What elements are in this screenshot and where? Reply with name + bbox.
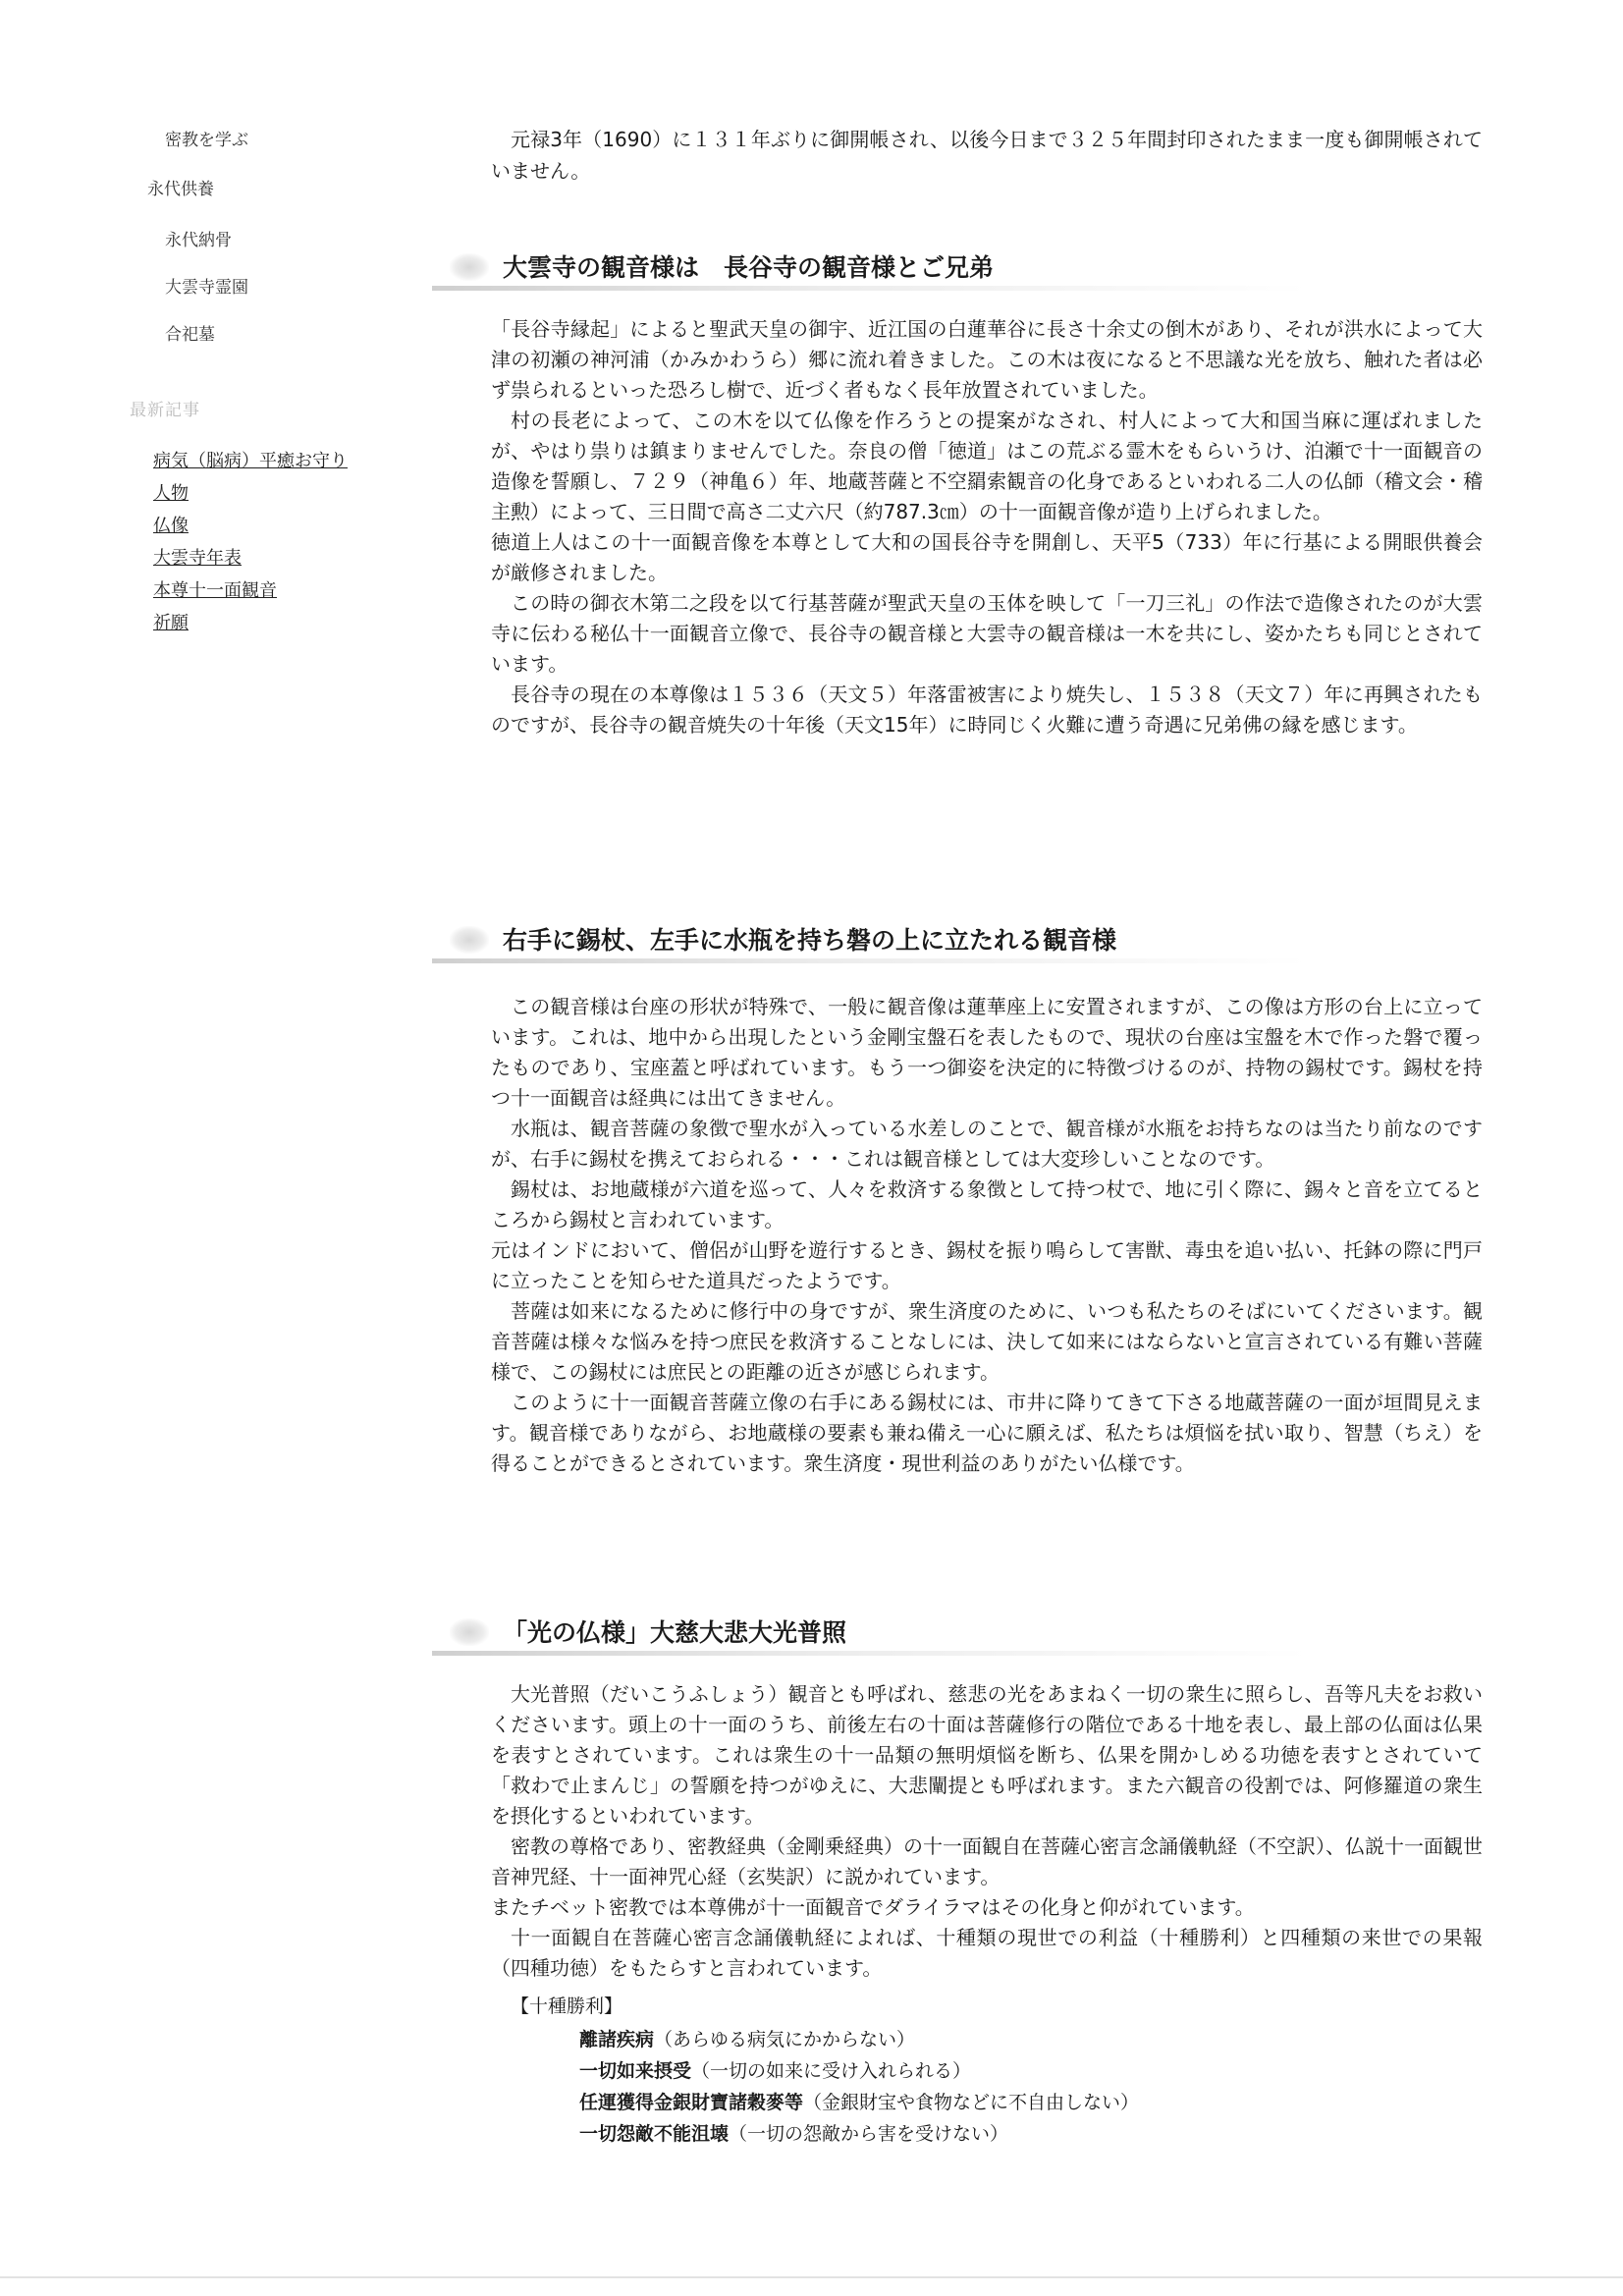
paragraph: 十一面観自在菩薩心密言念誦儀軌経によれば、十種類の現世での利益（十種勝利）と四種類の来世での果報（四種功徳）をもたらすと言われています。 [491, 1926, 1483, 1980]
benefit-desc: （一切の怨敵から害を受けない） [729, 2123, 1009, 2145]
paragraph: このように十一面観音菩薩立像の右手にある錫杖には、市井に降りてきて下さる地蔵菩薩の一面が垣間見えます。観音様でありながら、お地蔵様の要素も兼ね備え一心に願えば、私たちは煩悩を拭い取り、智慧（ちえ）を得ることができるとされています。衆生済度・現世利益のありがたい仏様です。 [491, 1391, 1483, 1475]
paragraph: 「長谷寺縁起」によると聖武天皇の御宇、近江国の白蓮華谷に長さ十余丈の倒木があり、それが洪水によって大津の初瀬の神河浦（かみかわうら）郷に流れ着きました。この木は夜になると不思議な光を放ち、触れた者は必ず祟られるといった恐ろし樹で、近づく者もなく長年放置されていました。 [491, 317, 1483, 402]
paragraph: 徳道上人はこの十一面観音像を本尊として大和の国長谷寺を開創し、天平5（733）年に行基による開眼供養会が厳修されました。 [491, 530, 1483, 584]
section-title-2 [432, 918, 1308, 963]
benefit-desc: （一切の如来に受け入れられる） [691, 2060, 972, 2082]
benefit-term: 一切如来摂受 [579, 2060, 692, 2082]
recent-link-jinbutsu[interactable]: 人物 [153, 483, 189, 504]
benefit-term: 離諸疾病 [579, 2029, 655, 2050]
sidebar-link-goshibo[interactable]: 合祀墓 [165, 325, 215, 345]
section-title-1-text: 大雲寺の観音様は 長谷寺の観音様とご兄弟 [503, 253, 995, 282]
sidebar-link-reien[interactable]: 大雲寺霊園 [165, 278, 248, 298]
paragraph: 大光普照（だいこうふしょう）観音とも呼ばれ、慈悲の光をあまねく一切の衆生に照らし、吾等凡夫をお救いくださいます。頭上の十一面のうち、前後左右の十面は菩薩修行の階位である十地を表し、最上部の仏面は仏果を表すとされています。これは衆生の十一品類の無明煩悩を断ち、仏果を開かしめる功徳を表すとされていて「救わで止まんじ」の誓願を持つがゆえに、大悲闡提とも呼ばれます。また六観音の役割では、阿修羅道の衆生を摂化するといわれています。 [491, 1682, 1483, 1828]
bullet-flourish-icon [450, 926, 489, 954]
paragraph: 元はインドにおいて、僧侶が山野を遊行するとき、錫杖を振り鳴らして害獣、毒虫を追い払い、托鉢の際に門戸に立ったことを知らせた道具だったようです。 [491, 1238, 1483, 1292]
section-title-1 [432, 246, 1308, 291]
section-body-3 [491, 1679, 1483, 1984]
benefit-desc: （金銀財宝や食物などに不自由しない） [803, 2092, 1140, 2113]
list-item [579, 2088, 1139, 2114]
list-item [579, 2119, 1008, 2146]
recent-posts-heading: 最新記事 [130, 401, 200, 420]
paragraph: この時の御衣木第二之段を以て行基菩薩が聖武天皇の玉体を映して「一刀三礼」の作法で造像されたのが大雲寺に伝わる秘仏十一面観音立像で、長谷寺の観音様と大雲寺の観音様は一木を共にし、姿かたちも同じとされています。 [491, 591, 1483, 676]
paragraph: 村の長老によって、この木を以て仏像を作ろうとの提案がなされ、村人によって大和国当麻に運ばれましたが、やはり祟りは鎮まりませんでした。奈良の僧「徳道」はこの荒ぶる霊木をもらいうけ、泊瀬で十一面観音の造像を誓願し、７２９（神亀６）年、地蔵菩薩と不空羂索観音の化身であるといわれる二人の仏師（稽文会・稽主勲）によって、三日間で高さ二丈六尺（約787.3㎝）の十一面観音像が造り上げられました。 [491, 409, 1483, 523]
benefit-desc: （あらゆる病気にかからない） [654, 2029, 916, 2050]
list-item [579, 2025, 915, 2051]
section-body-2 [491, 992, 1483, 1479]
bullet-flourish-icon [450, 253, 489, 281]
sidebar-link-eitai-kuyo[interactable]: 永代供養 [147, 180, 214, 199]
paragraph: 錫杖は、お地蔵様が六道を巡って、人々を救済する象徴として持つ杖で、地に引く際に、錫々と音を立てるところから錫杖と言われています。 [491, 1177, 1483, 1231]
benefit-term: 一切怨敵不能沮壊 [579, 2123, 730, 2145]
paragraph: 長谷寺の現在の本尊像は１５３６（天文５）年落雷被害により焼失し、１５３８（天文７）年に再興されたものですが、長谷寺の観音焼失の十年後（天文15年）に時同じく火難に遭う奇遇に兄弟佛の縁を感じます。 [491, 683, 1483, 737]
bullet-flourish-icon [450, 1618, 489, 1646]
recent-link-kigan[interactable]: 祈願 [153, 613, 189, 633]
list-heading: 【十種勝利】 [511, 1995, 623, 2017]
recent-link-honzon[interactable]: 本尊十一面観音 [153, 580, 277, 601]
recent-link-nenpyo[interactable]: 大雲寺年表 [153, 548, 242, 569]
recent-link-butsuzo[interactable]: 仏像 [153, 516, 189, 536]
paragraph: またチベット密教では本尊佛が十一面観音でダライラマはその化身と仰がれています。 [491, 1895, 1255, 1919]
paragraph: 密教の尊格であり、密教経典（金剛乗経典）の十一面観自在菩薩心密言念誦儀軌経（不空訳）、仏説十一面観世音神咒経、十一面神咒心経（玄奘訳）に説かれています。 [491, 1834, 1483, 1888]
sidebar-link-mikkyo[interactable]: 密教を学ぶ [165, 131, 248, 150]
sidebar-link-eitai-nokotsu[interactable]: 永代納骨 [165, 231, 232, 250]
paragraph: 水瓶は、観音菩薩の象徴で聖水が入っている水差しのことで、観音様が水瓶をお持ちなのは当たり前なのですが、右手に錫杖を携えておられる・・・これは観音様としては大変珍しいことなのです。 [491, 1117, 1483, 1171]
section-title-2-text: 右手に錫杖、左手に水瓶を持ち磐の上に立たれる観音様 [503, 926, 1117, 955]
section-body-1 [491, 314, 1483, 740]
page-bottom-divider [0, 2276, 1623, 2278]
intro-block [491, 124, 1483, 187]
benefit-term: 任運獲得金銀財寶諸穀麥等 [579, 2092, 804, 2113]
paragraph: 菩薩は如来になるために修行中の身ですが、衆生済度のために、いつも私たちのそばにいてくださいます。観音菩薩は様々な悩みを持つ庶民を救済することなしには、決して如来にはならないと宣言されている有難い菩薩様で、この錫杖には庶民との距離の近さが感じられます。 [491, 1299, 1483, 1384]
section-title-3 [432, 1611, 1308, 1656]
list-item [579, 2056, 971, 2083]
section-title-3-text: 「光の仏様」大慈大悲大光普照 [503, 1618, 847, 1647]
paragraph: この観音様は台座の形状が特殊で、一般に観音像は蓮華座上に安置されますが、この像は方形の台上に立っています。これは、地中から出現したという金剛宝盤石を表したもので、現状の台座は宝盤を木で作った磐で覆ったものであり、宝座蓋と呼ばれています。もう一つ御姿を決定的に特徴づけるのが、持物の錫杖です。錫杖を持つ十一面観音は経典には出てきません。 [491, 995, 1483, 1110]
recent-link-omamori[interactable]: 病気（脳病）平癒お守り [153, 451, 348, 471]
intro-paragraph: 元禄3年（1690）に１３１年ぶりに御開帳され、以後今日まで３２５年間封印されたまま一度も御開帳されていません。 [491, 128, 1483, 183]
